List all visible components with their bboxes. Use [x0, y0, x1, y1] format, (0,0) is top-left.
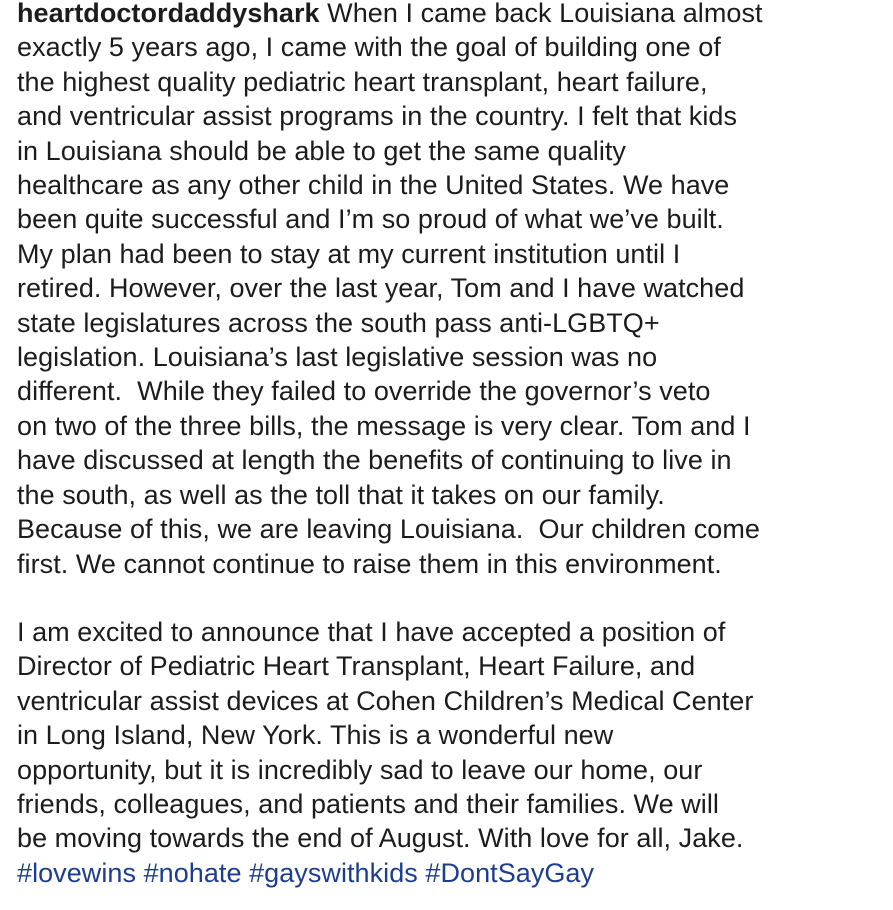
hashtag-link[interactable]: #lovewins: [17, 857, 137, 888]
caption-line: the south, as well as the toll that it takes on our family.: [17, 479, 665, 510]
caption-line: opportunity, but it is incredibly sad to leave our home, our: [17, 754, 703, 785]
caption-text: When I came back Louisiana almost: [319, 0, 763, 28]
post-caption: [17, 0, 889, 890]
caption-line: [17, 0, 889, 30]
caption-line: have discussed at length the benefits of continuing to live in: [17, 445, 732, 476]
caption-line: I am excited to announce that I have accepted a position of: [17, 616, 726, 647]
hashtag-link[interactable]: #gayswithkids: [249, 857, 418, 888]
hashtag-list: [17, 856, 889, 890]
username-link[interactable]: heartdoctordaddyshark: [17, 0, 320, 28]
caption-line: retired. However, over the last year, Tom and I have watched: [17, 273, 745, 304]
caption-line: exactly 5 years ago, I came with the goal of building one of: [17, 32, 721, 63]
caption-line: My plan had been to stay at my current institution until I: [17, 238, 681, 269]
caption-line: been quite successful and I’m so proud of what we’ve built.: [17, 204, 724, 235]
caption-line: in Louisiana should be able to get the same quality: [17, 135, 626, 166]
caption-paragraph-2: [17, 615, 889, 890]
caption-line: first. We cannot continue to raise them in this environment.: [17, 548, 722, 579]
caption-line: Because of this, we are leaving Louisiana. Our children come: [17, 514, 760, 545]
caption-line: Director of Pediatric Heart Transplant, Heart Failure, and: [17, 651, 696, 682]
caption-line: state legislatures across the south pass anti-LGBTQ+: [17, 307, 660, 338]
caption-line: and ventricular assist programs in the country. I felt that kids: [17, 101, 738, 132]
caption-line: in Long Island, New York. This is a wonderful new: [17, 720, 614, 751]
caption-line: healthcare as any other child in the United States. We have: [17, 170, 730, 201]
caption-line: the highest quality pediatric heart transplant, heart failure,: [17, 66, 708, 97]
caption-line: be moving towards the end of August. With love for all, Jake.: [17, 823, 744, 854]
caption-line: ventricular assist devices at Cohen Children’s Medical Center: [17, 685, 754, 716]
caption-line: on two of the three bills, the message is very clear. Tom and I: [17, 410, 751, 441]
caption-line: different. While they failed to override the governor’s veto: [17, 376, 711, 407]
hashtag-link[interactable]: #nohate: [143, 857, 242, 888]
hashtag-link[interactable]: #DontSayGay: [425, 857, 595, 888]
caption-paragraph-1: [17, 0, 889, 581]
caption-line: friends, colleagues, and patients and their families. We will: [17, 788, 719, 819]
caption-line: legislation. Louisiana’s last legislative session was no: [17, 342, 658, 373]
